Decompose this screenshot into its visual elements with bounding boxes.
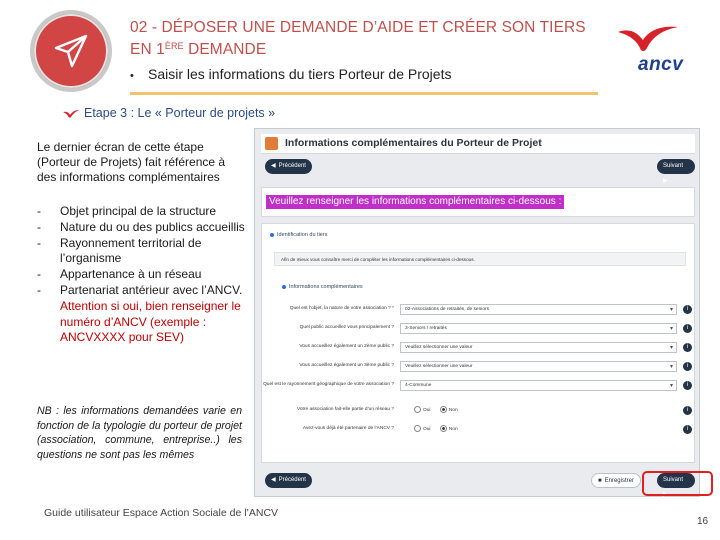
info-icon[interactable]: i <box>683 362 692 371</box>
top-nav <box>261 157 695 184</box>
page-number: 16 <box>697 516 709 527</box>
section-complementary[interactable]: Informations complémentaires <box>282 284 363 290</box>
field-row: Quel est le rayonnement géographique de votre association ? 4-Commune ▾ i <box>262 380 696 392</box>
field-row: Avez-vous déjà été partenaire de l’ANCV ? Oui Non i <box>262 424 696 436</box>
info-icon[interactable]: i <box>683 324 692 333</box>
next-button-bottom[interactable]: Suivant ▶ <box>657 473 695 488</box>
arrow-right-icon: ▶ <box>663 492 668 498</box>
bottom-nav <box>261 471 695 498</box>
bullet-dot-icon <box>270 233 274 237</box>
geographic-reach-select[interactable]: 4-Commune ▾ <box>400 380 677 391</box>
form-title: Informations complémentaires du Porteur de Projet <box>285 137 542 149</box>
info-icon[interactable]: i <box>683 381 692 390</box>
list-item: - Rayonnement territorial de l’organisme <box>37 235 202 266</box>
save-icon: ■ <box>598 478 602 484</box>
next-button-highlight <box>642 471 713 496</box>
page-subtitle: • Saisir les informations du tiers Porteur de Projets <box>130 66 452 82</box>
radio-non[interactable]: Non <box>440 408 458 413</box>
main-public-select[interactable]: 3-Seniors / retraités ▾ <box>400 323 677 334</box>
nb-note: NB : les informations demandées varie en fonction de la typologie du porteur de projet (association, commune, entreprise..) les questions ne sont pas les mêmes <box>37 405 242 461</box>
list-item: - Partenariat antérieur avec l’ANCV. Attention si oui, bien renseigner le numéro d’ANCV (exemple : ANCVXXXX pour SEV) <box>37 282 243 345</box>
next-button-top[interactable]: Suivant ▶ <box>657 159 695 174</box>
document-icon <box>265 137 278 150</box>
radio-non[interactable]: Non <box>440 427 458 432</box>
field-row: Vous accueillez également un 3ème public ? Veuillez sélectionner une valeur ▾ i <box>262 361 696 373</box>
third-public-select[interactable]: Veuillez sélectionner une valeur ▾ <box>400 361 677 372</box>
field-row: Quel est l’objet, la nature de votre association ? * 02-Associations de retraités, de seniors ▾ i <box>262 304 696 316</box>
save-button[interactable]: ■ Enregistrer <box>591 473 641 488</box>
section-identification[interactable]: Identification du tiers <box>270 232 327 238</box>
info-box: Afin de mieux vous connaître merci de compléter les informations complémentaires ci-dessous. <box>274 252 686 266</box>
info-list <box>37 204 247 346</box>
radio-oui[interactable]: Oui <box>414 408 430 413</box>
paper-plane-icon <box>53 33 89 69</box>
arrow-left-icon: ◀ <box>271 163 276 169</box>
second-public-select[interactable]: Veuillez sélectionner une valeur ▾ <box>400 342 677 353</box>
footer-text: Guide utilisateur Espace Action Sociale de l’ANCV <box>44 507 279 519</box>
object-select[interactable]: 02-Associations de retraités, de seniors ▾ <box>400 304 677 315</box>
field-row: Vous accueillez également un 2ème public ? Veuillez sélectionner une valeur ▾ i <box>262 342 696 354</box>
previous-button-bottom[interactable]: ◀ Précédent <box>265 473 312 488</box>
step-heading: Etape 3 : Le « Porteur de projets » <box>84 106 276 120</box>
bullet-dot-icon <box>282 285 286 289</box>
form-screenshot <box>254 128 700 497</box>
warning-text: Attention si oui, bien renseigner le numéro d’ANCV (exemple : ANCVXXXX pour SEV) <box>60 298 241 345</box>
partner-radio-group <box>414 425 466 432</box>
field-row: Quel public accueillez vous principalement ? 3-Seniors / retraités ▾ i <box>262 323 696 335</box>
page-title: 02 - DÉPOSER UNE DEMANDE D’AIDE ET CRÉER SON TIERS EN 1ÈRE DEMANDE <box>130 19 586 58</box>
network-radio-group <box>414 406 466 413</box>
info-icon[interactable]: i <box>683 305 692 314</box>
list-item: - Nature du ou des publics accueillis <box>37 219 245 234</box>
arrow-right-icon: ▶ <box>663 178 668 184</box>
form-card <box>261 223 695 463</box>
info-icon[interactable]: i <box>683 406 692 415</box>
field-row: Votre association fait-elle partie d’un réseau ? Oui Non i <box>262 405 696 417</box>
info-icon[interactable]: i <box>683 425 692 434</box>
ancv-bird-icon <box>615 22 681 56</box>
section-logo <box>30 10 112 92</box>
instruction-banner: Veuillez renseigner les informations complémentaires ci-dessous : <box>266 195 564 209</box>
ancv-logo-text: ancv <box>638 54 684 75</box>
title-rule <box>130 92 598 95</box>
info-icon[interactable]: i <box>683 343 692 352</box>
list-item: - Objet principal de la structure <box>37 204 217 218</box>
radio-oui[interactable]: Oui <box>414 427 430 432</box>
intro-text: Le dernier écran de cette étape (Porteur de Projets) fait référence à des informations complémentaires <box>37 140 226 184</box>
banner-box <box>261 187 695 217</box>
arrow-left-icon: ◀ <box>271 477 276 483</box>
list-item: - Appartenance à un réseau <box>37 267 202 282</box>
previous-button-top[interactable]: ◀ Précédent <box>265 159 312 174</box>
form-header <box>261 134 695 154</box>
